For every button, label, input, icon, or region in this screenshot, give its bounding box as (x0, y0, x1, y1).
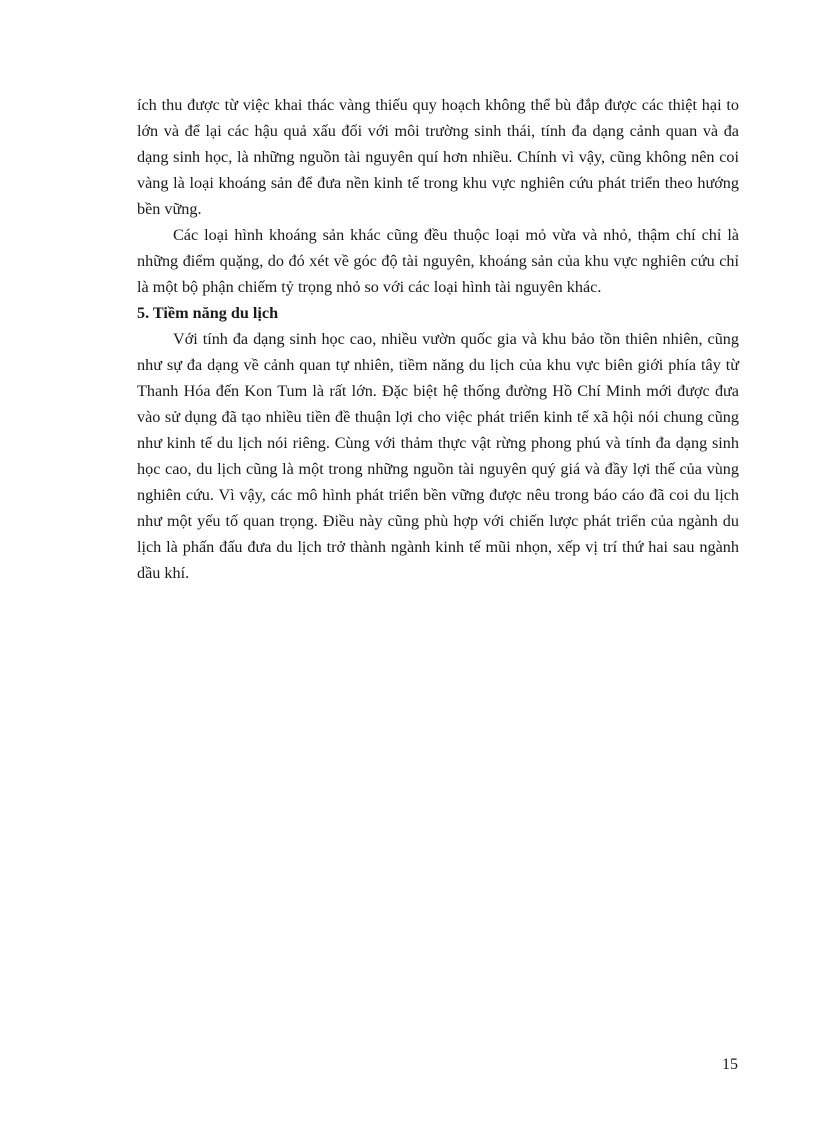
section-heading: 5. Tiềm năng du lịch (137, 304, 279, 322)
minerals-paragraph: Các loại hình khoáng sản khác cũng đều thuộc loại mỏ vừa và nhỏ, thậm chí chỉ là những điểm quặng, do đó xét về góc độ tài nguyên, khoáng sản của khu vực nghiên cứu chỉ là một bộ phận chiếm tỷ trọng nhỏ so với các loại hình tài nguyên khác. (137, 226, 739, 296)
page-number: 15 (722, 1056, 738, 1073)
tourism-paragraph: Với tính đa dạng sinh học cao, nhiều vườn quốc gia và khu bảo tồn thiên nhiên, cũng như sự đa dạng về cảnh quan tự nhiên, tiềm năng du lịch của khu vực biên giới phía tây từ Thanh Hóa đến Kon Tum là rất lớn. Đặc biệt hệ thống đường Hồ Chí Minh mới được đưa vào sử dụng đã tạo nhiều tiền đề thuận lợi cho việc phát triển kinh tế xã hội nói chung cũng như kinh tế du lịch nói riêng. Cùng với thảm thực vật rừng phong phú và tính đa dạng sinh học cao, du lịch cũng là một trong những nguồn tài nguyên quý giá và đầy lợi thế của vùng nghiên cứu. Vì vậy, các mô hình phát triển bền vững được nêu trong báo cáo đã coi du lịch như một yếu tố quan trọng. Điều này cũng phù hợp với chiến lược phát triển của ngành du lịch là phấn đấu đưa du lịch trở thành ngành kinh tế mũi nhọn, xếp vị trí thứ hai sau ngành dầu khí. (137, 330, 739, 582)
document-page (137, 92, 739, 586)
continued-paragraph: ích thu được từ việc khai thác vàng thiếu quy hoạch không thể bù đắp được các thiệt hại to lớn và để lại các hậu quả xấu đối với môi trường sinh thái, tính đa dạng cảnh quan và đa dạng sinh học, là những nguồn tài nguyên quí hơn nhiều. Chính vì vậy, cũng không nên coi vàng là loại khoáng sản để đưa nền kinh tế trong khu vực nghiên cứu phát triển theo hướng bền vững. (137, 96, 739, 218)
